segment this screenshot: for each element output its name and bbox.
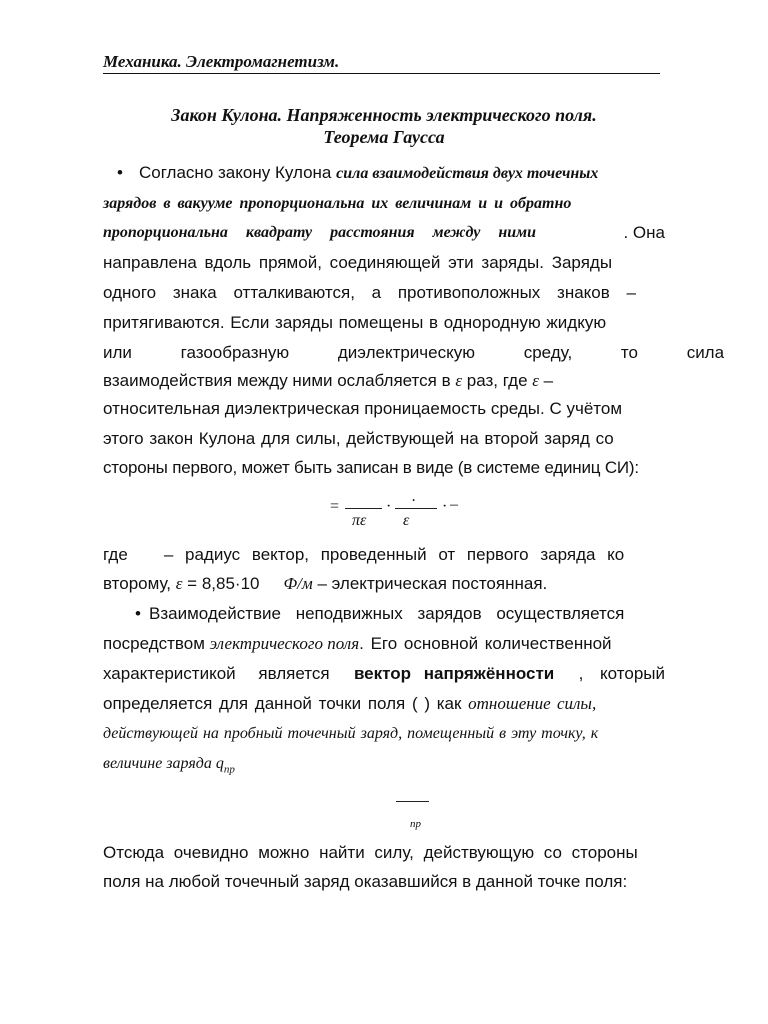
paragraph-1-line-3: пропорциональна квадрату расстояния между ними . Она [103, 223, 665, 242]
paragraph-3-line-2: посредством электрического поля. Его основной количественной [103, 634, 612, 653]
paragraph-1-line-8: взаимодействия между ними ослабляется в ε раз, где ε – [103, 371, 554, 390]
section-title-line-2: Теорема Гаусса [323, 127, 445, 147]
section-title [103, 104, 665, 148]
paragraph-1-line-9: относительная диэлектрическая проницаемость среды. С учётом [103, 399, 623, 418]
fraction-bar-1 [345, 508, 382, 509]
fraction-bar-2 [395, 508, 437, 509]
bullet-icon: • [135, 604, 141, 623]
bullet-icon: • [117, 163, 123, 182]
paragraph-1-line-1: • Согласно закону Кулона сила взаимодействия двух точечных [103, 158, 665, 187]
paragraph-4-line-2: поля на любой точечный заряд оказавшийся в данной точке поля: [103, 872, 628, 891]
paragraph-1-line-11: стороны первого, может быть записан в виде (в системе единиц СИ): [103, 458, 639, 477]
running-header: Механика. Электромагнетизм. [103, 52, 660, 74]
paragraph-1-line-6: притягиваются. Если заряды помещены в однородную жидкую [103, 313, 607, 332]
paragraph-1-line-4: направлена вдоль прямой, соединяющей эти заряды. Заряды [103, 253, 613, 272]
paragraph-3-line-3: характеристикой является вектор напряжённости , который [103, 664, 665, 683]
paragraph-2-line-1: где – радиус вектор, проведенный от первого заряда ко [103, 545, 625, 564]
paragraph-3-line-5: действующей на пробный точечный заряд, помещенный в эту точку, к [103, 725, 599, 742]
paragraph-4-line-1: Отсюда очевидно можно найти силу, действующую со стороны [103, 843, 638, 862]
paragraph-2-line-2: второму, ε = 8,85·10 Ф/м – электрическая постоянная. [103, 574, 548, 593]
document-page: Механика. Электромагнетизм. Закон Кулона. Напряженность электрического поля. Теорема Гаусса • Согласно закону Кулона сила взаимодействия двух точечных зарядов в вакууме пропорциональна их величинам и и обратно пропорциональна квадрату расстояния между ними . Она направлена вдоль прямой, соединяющей эти заряды. Заряды одного знака отталкиваются, а противоположных знаков – притягиваются. Если заряды помещены в однородную жидкую или газообразную диэлектрическую среду, то сила взаимодействия между ними ослабляется в ε раз, где ε – относительная диэлектрическая проницаемость среды. С учётом этого закон Кулона для силы, действующей на второй заряд со стороны первого, может быть записан в виде (в системе единиц СИ): . = πε · ε · – где – радиус вектор, проведенный от первого заряда ко второму, ε = 8,85·10 Ф/м – электрическая постоянная. • Взаимодействие неподвижных зарядов осуществляется посредством электрического поля. Его основной количественной характеристикой является вектор напряжённости , который определяется для данной точки поля ( ) как отношение силы, действующей на пробный точечный заряд, помещенный в эту точку, к величине заряда $q_{пр}$ пр Отсюда очевидно можно найти силу, действующую со стороны поля на любой точечный заряд оказавшийся в данной точке поля: [0, 0, 768, 1024]
paragraph-1-line-10: этого закон Кулона для силы, действующей на второй заряд со [103, 429, 614, 448]
paragraph-1-line-2: зарядов в вакууме пропорциональна их величинам и и обратно [103, 195, 572, 212]
paragraph-1-line-7: или газообразную диэлектрическую среду, то сила [103, 343, 725, 362]
section-title-line-1: Закон Кулона. Напряженность электрического поля. [171, 105, 597, 125]
paragraph-3-line-4: определяется для данной точки поля ( ) как отношение силы, [103, 694, 597, 713]
paragraph-3-line-1: • Взаимодействие неподвижных зарядов осуществляется [103, 599, 665, 628]
paragraph-1-line-5: одного знака отталкиваются, а противоположных знаков – [103, 283, 636, 302]
paragraph-3-line-6: величине заряда $q_{пр}$ [103, 755, 235, 776]
fraction-bar-3 [396, 801, 429, 802]
